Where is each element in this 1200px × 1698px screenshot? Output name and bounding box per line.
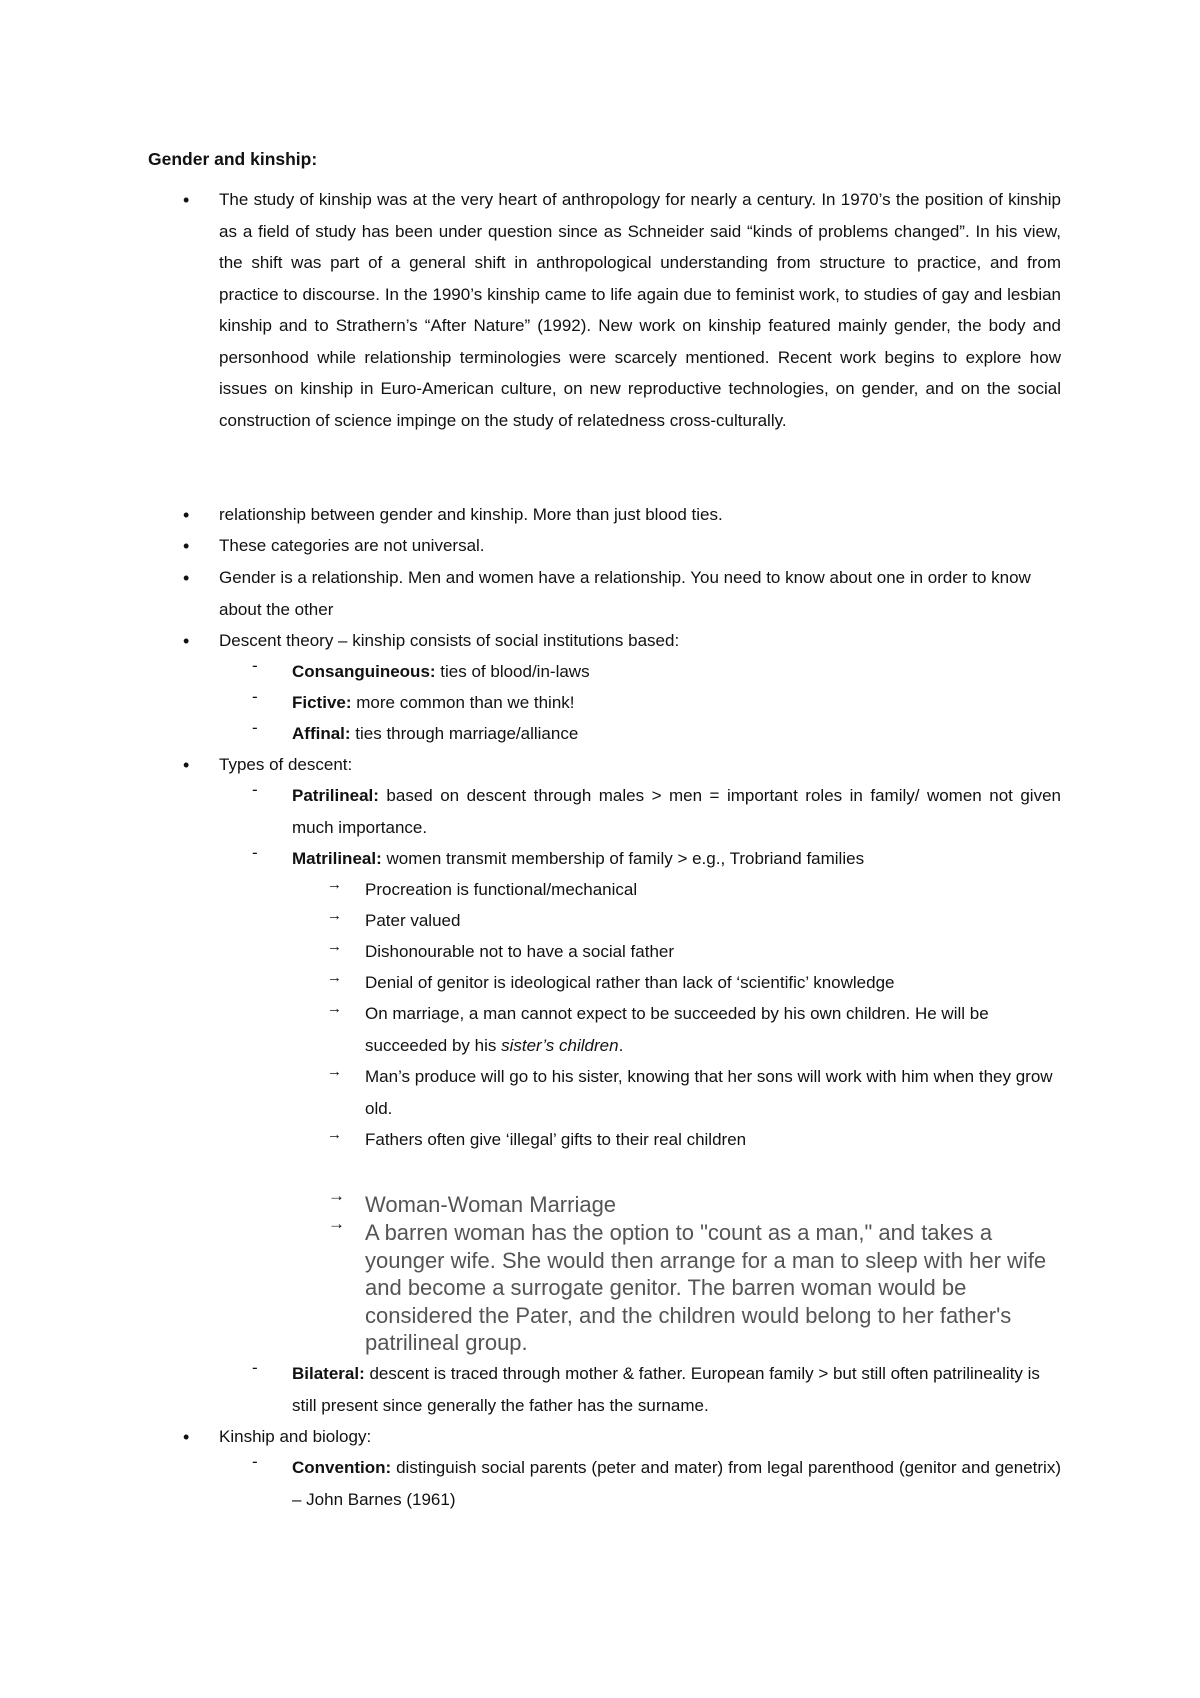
bullet-glyph: • [183,755,190,775]
sub-item-matrilineal: Matrilineal: women transmit membership of family > e.g., Trobriand families [292,849,865,868]
bullet-descent-theory: Descent theory – kinship consists of social institutions based: [219,631,680,650]
arrow-icon: → [328,1214,345,1233]
sub-item-convention: Convention: distinguish social parents (peter and mater) from legal parenthood (genitor and genetrix) – John Barnes (1961) [292,1458,1061,1509]
page-title: Gender and kinship: [148,149,318,169]
bullet-glyph: • [183,631,190,651]
matrilineal-point: Pater valued [365,911,461,930]
woman-marriage-heading: Woman-Woman Marriage [365,1192,617,1217]
bullet-gender-kinship: relationship between gender and kinship. More than just blood ties. [219,505,723,524]
arrow-icon: → [327,907,342,924]
arrow-icon: → [328,1186,345,1205]
arrow-icon: → [327,969,342,986]
bullet-not-universal: These categories are not universal. [219,536,485,555]
matrilineal-point: Denial of genitor is ideological rather than lack of ‘scientific’ knowledge [365,973,895,992]
arrow-icon: → [327,1126,342,1143]
matrilineal-point: Procreation is functional/mechanical [365,880,638,899]
bullet-gender-relationship: Gender is a relationship. Men and women have a relationship. You need to know about one in order to know about the other [219,568,1031,619]
arrow-icon: → [327,876,342,893]
matrilineal-point: Dishonourable not to have a social father [365,942,675,961]
dash-glyph: - [252,843,258,862]
arrow-icon: → [327,1063,342,1080]
bullet-glyph: • [183,190,190,210]
bullet-types-of-descent: Types of descent: [219,755,353,774]
sub-item-patrilineal: Patrilineal: based on descent through males > men = important roles in family/ women not given much importance. [292,786,1061,837]
dash-glyph: - [252,656,258,675]
matrilineal-point: On marriage, a man cannot expect to be succeeded by his own children. He will be succeeded by his sister’s children. [365,1004,989,1055]
dash-glyph: - [252,687,258,706]
dash-glyph: - [252,718,258,737]
bullet-kinship-biology: Kinship and biology: [219,1427,372,1446]
sub-item-affinal: Affinal: ties through marriage/alliance [292,724,579,743]
dash-glyph: - [252,1452,258,1471]
arrow-icon: → [327,938,342,955]
woman-marriage-text: A barren woman has the option to "count as a man," and takes a younger wife. She would then arrange for a man to sleep with her wife and become a surrogate genitor. The barren woman would be considered the Pater, and the children would belong to her father's patrilineal group. [365,1220,1047,1355]
dash-glyph: - [252,780,258,799]
bullet-glyph: • [183,1427,190,1447]
arrow-icon: → [327,1000,342,1017]
bullet-glyph: • [183,568,190,588]
bullet-glyph: • [183,536,190,556]
bullet-kinship-history: The study of kinship was at the very heart of anthropology for nearly a century. In 1970’s the position of kinship as a field of study has been under question since as Schneider said “kinds of problems changed”. In his view, the shift was part of a general shift in anthropological understanding from structure to practice, and from practice to discourse. In the 1990’s kinship came to life again due to feminist work, to studies of gay and lesbian kinship and to Strathern’s “After Nature” (1992). New work on kinship featured mainly gender, the body and personhood while relationship terminologies were scarcely mentioned. Recent work begins to explore how issues on kinship in Euro-American culture, on new reproductive technologies, on gender, and on the social construction of science impinge on the study of relatedness cross-culturally. [219,190,1061,430]
bullet-glyph: • [183,505,190,525]
sub-item-fictive: Fictive: more common than we think! [292,693,575,712]
matrilineal-point: Fathers often give ‘illegal’ gifts to their real children [365,1130,747,1149]
dash-glyph: - [252,1358,258,1377]
sub-item-consanguineous: Consanguineous: ties of blood/in-laws [292,662,590,681]
sub-item-bilateral: Bilateral: descent is traced through mother & father. European family > but still often patrilineality is still present since generally the father has the surname. [292,1364,1040,1415]
matrilineal-point: Man’s produce will go to his sister, knowing that her sons will work with him when they grow old. [365,1067,1053,1118]
